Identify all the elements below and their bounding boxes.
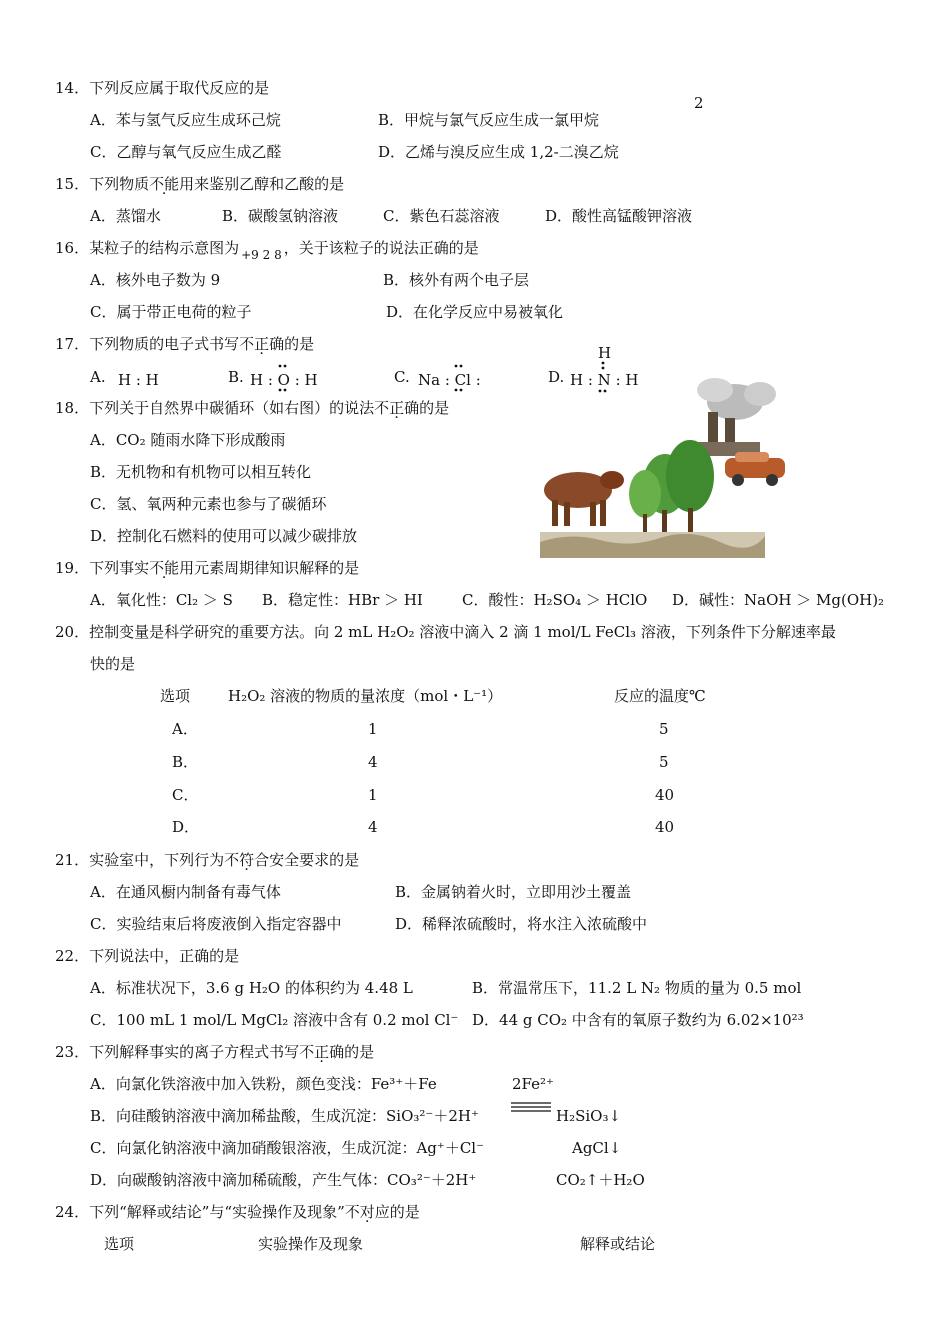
table-cell: 1 [368, 720, 378, 738]
emphasis-text: 不对应 [344, 1203, 390, 1221]
electron-formula-d-top: H [598, 344, 612, 362]
equation-product: H₂SiO₃↓ [556, 1107, 622, 1125]
option-a: A．向氯化铁溶液中加入铁粉，颜色变浅：Fe³⁺＋Fe [90, 1075, 437, 1093]
option-b: B．稳定性：HBr ＞ HI [262, 591, 423, 609]
table-cell: B． [172, 753, 199, 771]
option-c: C．实验结束后将废液倒入指定容器中 [90, 915, 342, 933]
option-a: A．蒸馏水 [90, 207, 161, 225]
electron-formula-b: H : O : H [250, 371, 318, 389]
option-a: A．氧化性：Cl₂ ＞ S [90, 591, 233, 609]
table-cell: 4 [368, 753, 378, 771]
table-cell: 40 [655, 818, 675, 836]
page-number: 2 [694, 94, 704, 112]
option-c: C．向氯化钠溶液中滴加硝酸银溶液，生成沉淀：Ag⁺＋Cl⁻ [90, 1139, 485, 1157]
table-header-option: 选项 [104, 1235, 135, 1253]
question-number: 23． [55, 1043, 90, 1061]
option-c-label: C. [394, 368, 410, 386]
question-stem: 下列反应属于取代反应的是 [89, 79, 270, 97]
stem-text: 控制变量是科学研究的重要方法。向 2 mL H₂O₂ 溶液中滴入 2 滴 1 mol/L FeCl₃ 溶液，下列条件下分解速率最 [89, 623, 836, 641]
table-header-option: 选项 [160, 687, 191, 705]
question-24 [55, 1202, 420, 1222]
electron-formula-a: H : H [118, 371, 159, 389]
option-c: C．100 mL 1 mol/L MgCl₂ 溶液中含有 0.2 mol Cl⁻ [90, 1011, 459, 1029]
table-cell: 40 [655, 786, 675, 804]
question-stem: 下列说法中，正确的是 [89, 947, 240, 965]
stem-text: 实验室中，下列行为 [89, 851, 225, 869]
electron-formula-d: H : N : H [570, 371, 639, 389]
emphasis-text: 不符合 [224, 851, 270, 869]
equation-product: 2Fe²⁺ [512, 1075, 554, 1093]
option-b: B．常温常压下，11.2 L N₂ 物质的量为 0.5 mol [472, 979, 802, 997]
option-b: B．向硅酸钠溶液中滴加稀盐酸，生成沉淀：SiO₃²⁻＋2H⁺ [90, 1107, 479, 1125]
equation-product: AgCl↓ [572, 1139, 622, 1157]
question-number: 20． [55, 623, 90, 641]
option-c: C．紫色石蕊溶液 [383, 207, 500, 225]
question-number: 22． [55, 947, 90, 965]
question-number: 14． [55, 79, 90, 97]
table-cell: 4 [368, 818, 378, 836]
question-number: 18． [55, 399, 90, 417]
stem-text: 下列事实 [89, 559, 150, 577]
option-d: D．44 g CO₂ 中含有的氧原子数约为 6.02×10²³ [472, 1011, 804, 1029]
stem-text: 安全要求的是 [269, 851, 360, 869]
question-23 [55, 1042, 374, 1062]
question-number: 17． [55, 335, 90, 353]
equation-product: CO₂↑＋H₂O [556, 1171, 645, 1189]
option-d: D．碱性：NaOH ＞ Mg(OH)₂ [672, 591, 885, 609]
emphasis-text: 不正确 [239, 335, 285, 353]
option-c: C．氢、氧两种元素也参与了碳循环 [90, 495, 327, 513]
stem-text: ，关于该粒子的说法正确的是 [283, 239, 479, 257]
option-d: D．控制化石燃料的使用可以减少碳排放 [90, 527, 358, 545]
stem-text: 下列物质 [89, 175, 150, 193]
question-14 [55, 78, 269, 98]
question-number: 19． [55, 559, 90, 577]
table-cell: D． [172, 818, 200, 836]
stem-text: 下列解释事实的离子方程式书写 [89, 1043, 300, 1061]
question-22 [55, 946, 239, 966]
option-d: D．酸性高锰酸钾溶液 [545, 207, 693, 225]
question-number: 24． [55, 1203, 90, 1221]
option-b: B．碳酸氢钠溶液 [222, 207, 339, 225]
option-b: B．核外有两个电子层 [383, 271, 530, 289]
question-18 [55, 398, 449, 418]
stem-text: 下列“解释或结论”与“实验操作及现象” [89, 1203, 345, 1221]
option-c: C．酸性：H₂SO₄ ＞ HClO [462, 591, 648, 609]
option-d: D．在化学反应中易被氧化 [386, 303, 564, 321]
table-cell: 1 [368, 786, 378, 804]
atom-structure-diagram: +9 2 8 [241, 248, 282, 262]
stem-continuation: 快的是 [90, 655, 136, 673]
stem-text: 的是 [344, 1043, 375, 1061]
option-b: B．甲烷与氯气反应生成一氯甲烷 [378, 111, 600, 129]
option-b: B．无机物和有机物可以相互转化 [90, 463, 312, 481]
question-number: 15． [55, 175, 90, 193]
equals-sign-icon [510, 1100, 552, 1114]
table-cell: A． [172, 720, 198, 738]
option-d: D．稀释浓硫酸时，将水注入浓硫酸中 [395, 915, 648, 933]
stem-text: 用来鉴别乙醇和乙酸的是 [179, 175, 345, 193]
carbon-cycle-illustration [540, 372, 790, 562]
option-a: A．在通风橱内制备有毒气体 [90, 883, 281, 901]
stem-text: 下列关于自然界中碳循环（如右图）的说法 [89, 399, 375, 417]
table-cell: 5 [659, 720, 669, 738]
option-d: D．向碳酸钠溶液中滴加稀硫酸，产生气体：CO₃²⁻＋2H⁺ [90, 1171, 477, 1189]
question-16 [55, 238, 479, 262]
lone-pair-dots [452, 363, 466, 393]
question-21 [55, 850, 359, 870]
table-header-conclusion: 解释或结论 [580, 1235, 656, 1253]
table-header-temperature: 反应的温度℃ [614, 687, 706, 705]
electron-formula-c: Na : Cl : [418, 371, 481, 389]
lone-pair-dots [276, 363, 290, 393]
emphasis-text: 不能 [149, 559, 180, 577]
option-b: B．金属钠着火时，立即用沙土覆盖 [395, 883, 632, 901]
question-15 [55, 174, 344, 194]
emphasis-text: 不正确 [299, 1043, 345, 1061]
option-a-label: A. [90, 368, 106, 386]
stem-text: 用元素周期律知识解释的是 [179, 559, 360, 577]
table-header-operation: 实验操作及现象 [258, 1235, 364, 1253]
option-a: A．核外电子数为 9 [90, 271, 221, 289]
option-b-label: B. [228, 368, 244, 386]
option-c: C．属于带正电荷的粒子 [90, 303, 252, 321]
question-number: 16． [55, 239, 90, 257]
question-20 [55, 622, 836, 642]
option-d: D．乙烯与溴反应生成 1,2-二溴乙烷 [378, 143, 619, 161]
stem-text: 某粒子的结构示意图为 [89, 239, 240, 257]
stem-text: 的是 [419, 399, 450, 417]
stem-text: 下列物质的电子式书写 [89, 335, 240, 353]
question-number: 21． [55, 851, 90, 869]
option-a: A．CO₂ 随雨水降下形成酸雨 [90, 431, 286, 449]
stem-text: 的是 [284, 335, 315, 353]
emphasis-text: 不正确 [374, 399, 420, 417]
table-cell: C． [172, 786, 199, 804]
option-d-label: D. [548, 368, 565, 386]
table-cell: 5 [659, 753, 669, 771]
option-a: A．苯与氢气反应生成环己烷 [90, 111, 281, 129]
option-a: A．标准状况下，3.6 g H₂O 的体积约为 4.48 L [90, 979, 413, 997]
question-19 [55, 558, 359, 578]
table-header-concentration: H₂O₂ 溶液的物质的量浓度（mol・L⁻¹） [228, 687, 503, 705]
emphasis-text: 不能 [149, 175, 180, 193]
stem-text: 的是 [389, 1203, 420, 1221]
option-c: C．乙醇与氧气反应生成乙醛 [90, 143, 282, 161]
question-17 [55, 334, 314, 354]
